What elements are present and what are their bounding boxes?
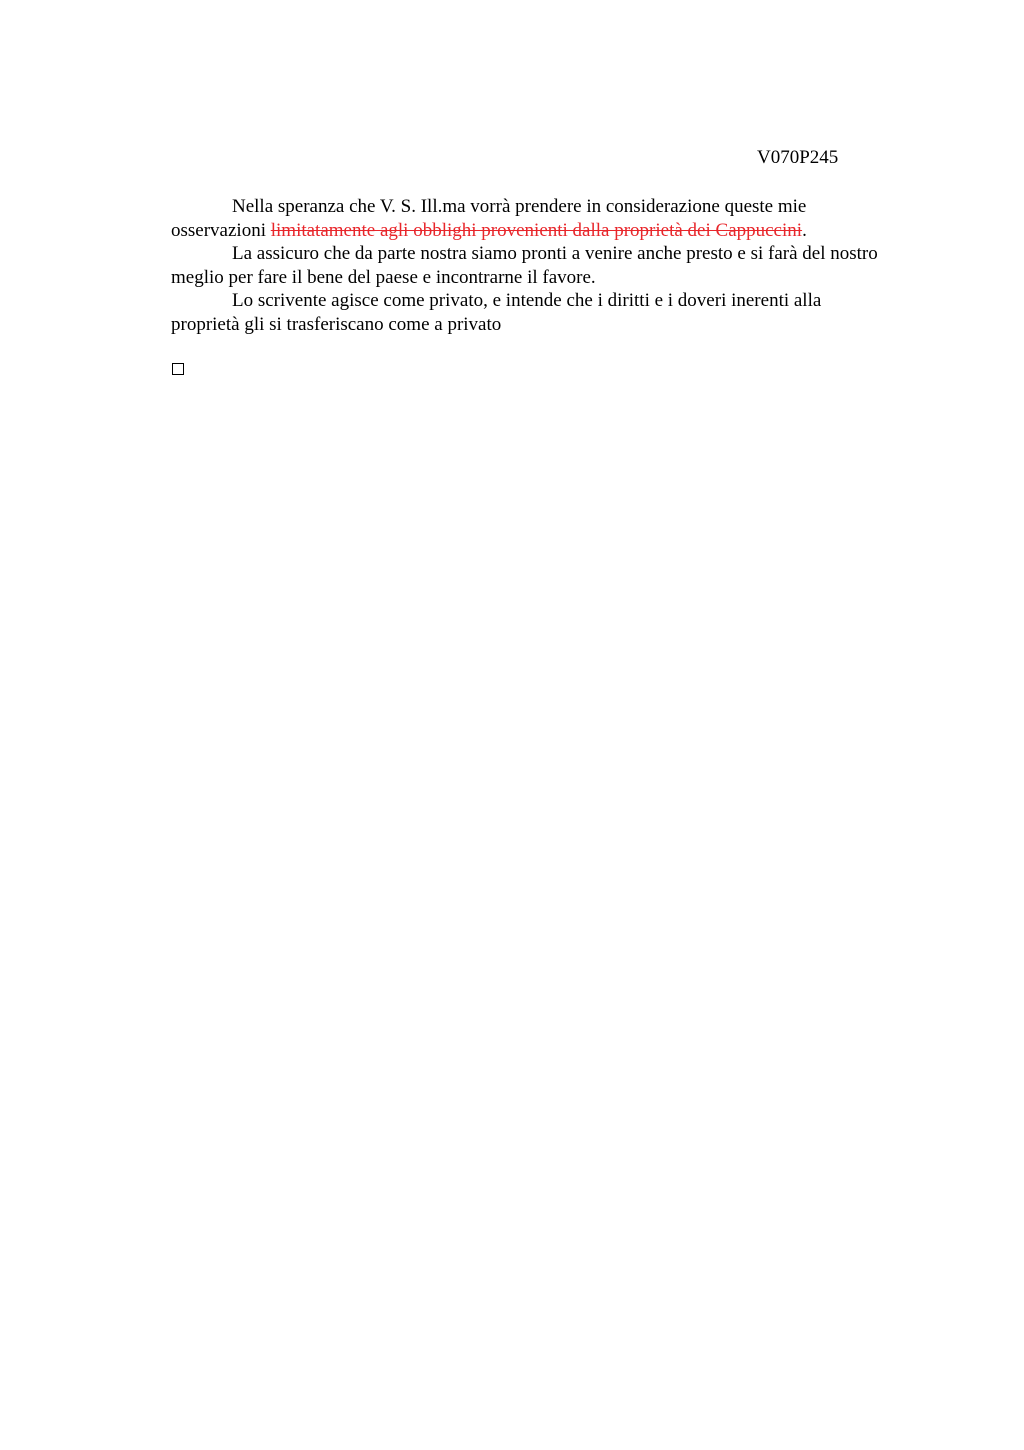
empty-square-icon	[172, 363, 184, 375]
document-body	[171, 195, 883, 337]
paragraph-3: Lo scrivente agisce come privato, e intende che i diritti e i doveri inerenti alla proprietà gli si trasferiscano come a privato	[171, 290, 822, 335]
paragraph-1	[171, 195, 883, 242]
deleted-text: limitatamente agli obblighi provenienti dalla proprietà dei Cappuccini	[270, 219, 803, 241]
paragraph-1-end: .	[802, 219, 807, 241]
paragraph-2: La assicuro che da parte nostra siamo pronti a venire anche presto e si farà del nostro meglio per fare il bene del paese e incontrarne il favore.	[171, 243, 878, 288]
paragraph-1-text: Nella speranza che V. S. Ill.ma vorrà prendere in considerazione queste mie osservazioni	[171, 196, 807, 241]
page-code: V070P245	[757, 147, 839, 168]
